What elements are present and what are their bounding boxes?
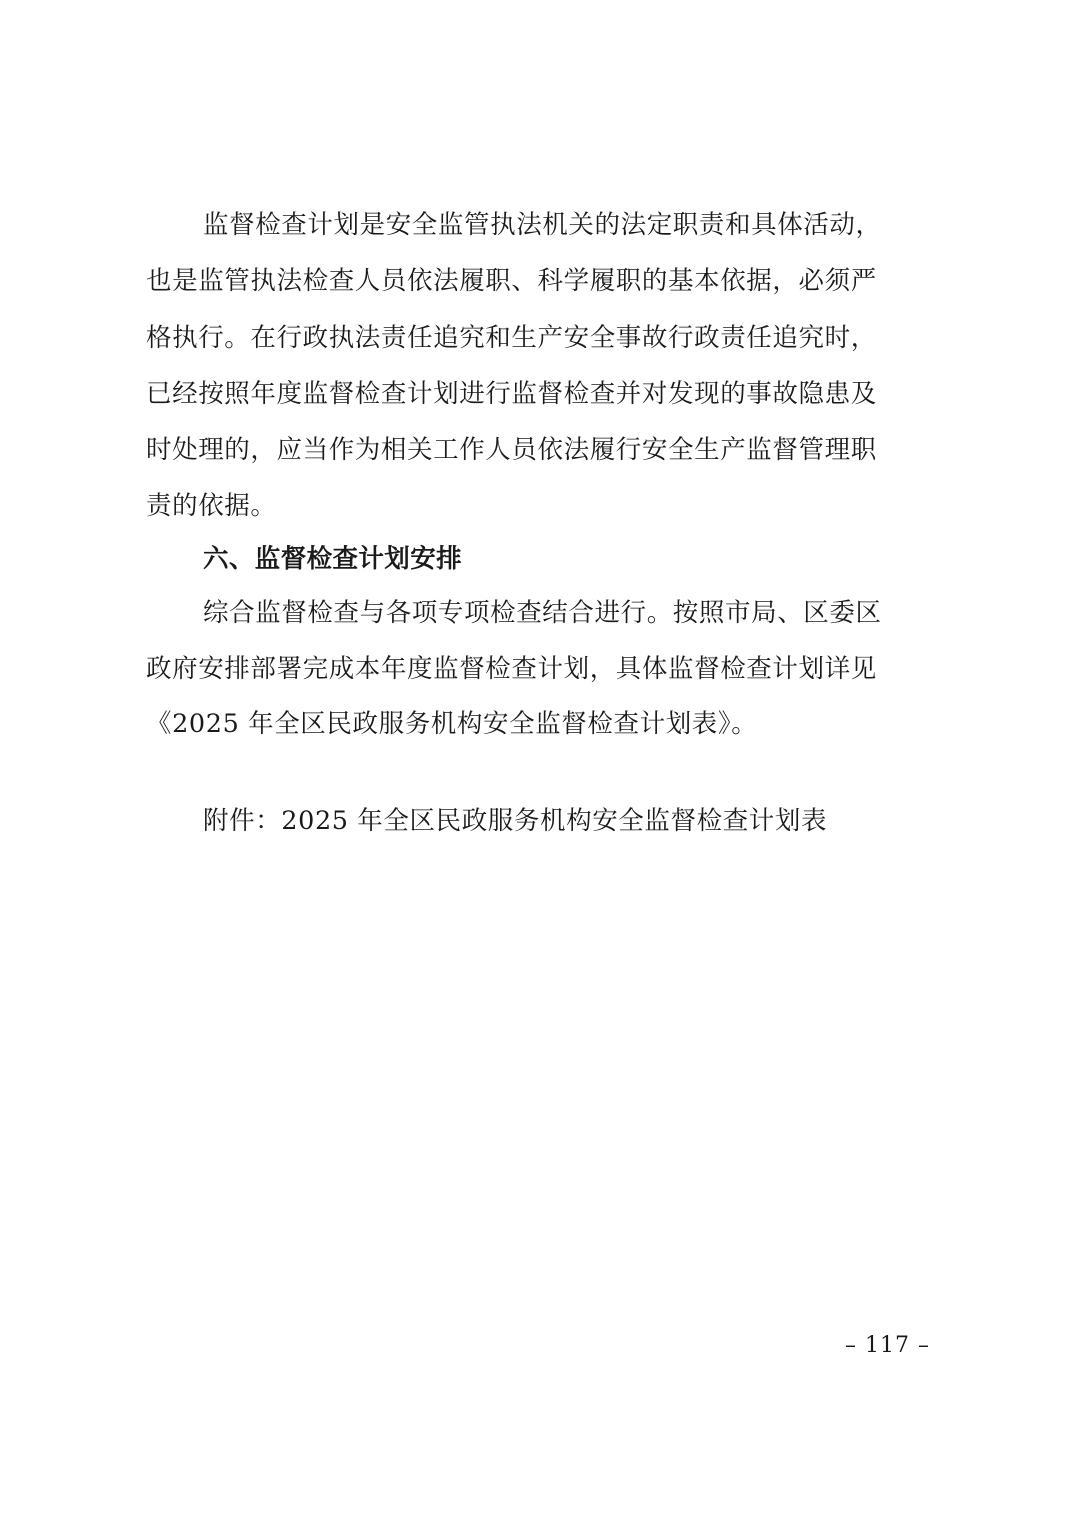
- paragraph-line: 格执行。在行政执法责任追究和生产安全事故行政责任追究时，: [146, 323, 877, 353]
- paragraph-line: 政府安排部署完成本年度监督检查计划，具体监督检查计划详见: [146, 654, 877, 684]
- paragraph-line: 责的依据。: [146, 491, 277, 521]
- page-number: – 117 –: [845, 1333, 930, 1358]
- paragraph-line: 综合监督检查与各项专项检查结合进行。按照市局、区委区: [203, 598, 882, 628]
- paragraph-line: 也是监管执法检查人员依法履职、科学履职的基本依据，必须严: [146, 266, 877, 296]
- paragraph-line: 已经按照年度监督检查计划进行监督检查并对发现的事故隐患及: [146, 379, 877, 409]
- paragraph-line: 《2025 年全区民政服务机构安全监督检查计划表》。: [146, 709, 758, 739]
- section-heading: 六、监督检查计划安排: [203, 544, 463, 574]
- paragraph-line: 时处理的，应当作为相关工作人员依法履行安全生产监督管理职: [146, 435, 877, 465]
- attachment-line: 附件：2025 年全区民政服务机构安全监督检查计划表: [203, 806, 828, 836]
- paragraph-line: 监督检查计划是安全监管执法机关的法定职责和具体活动，: [203, 210, 882, 240]
